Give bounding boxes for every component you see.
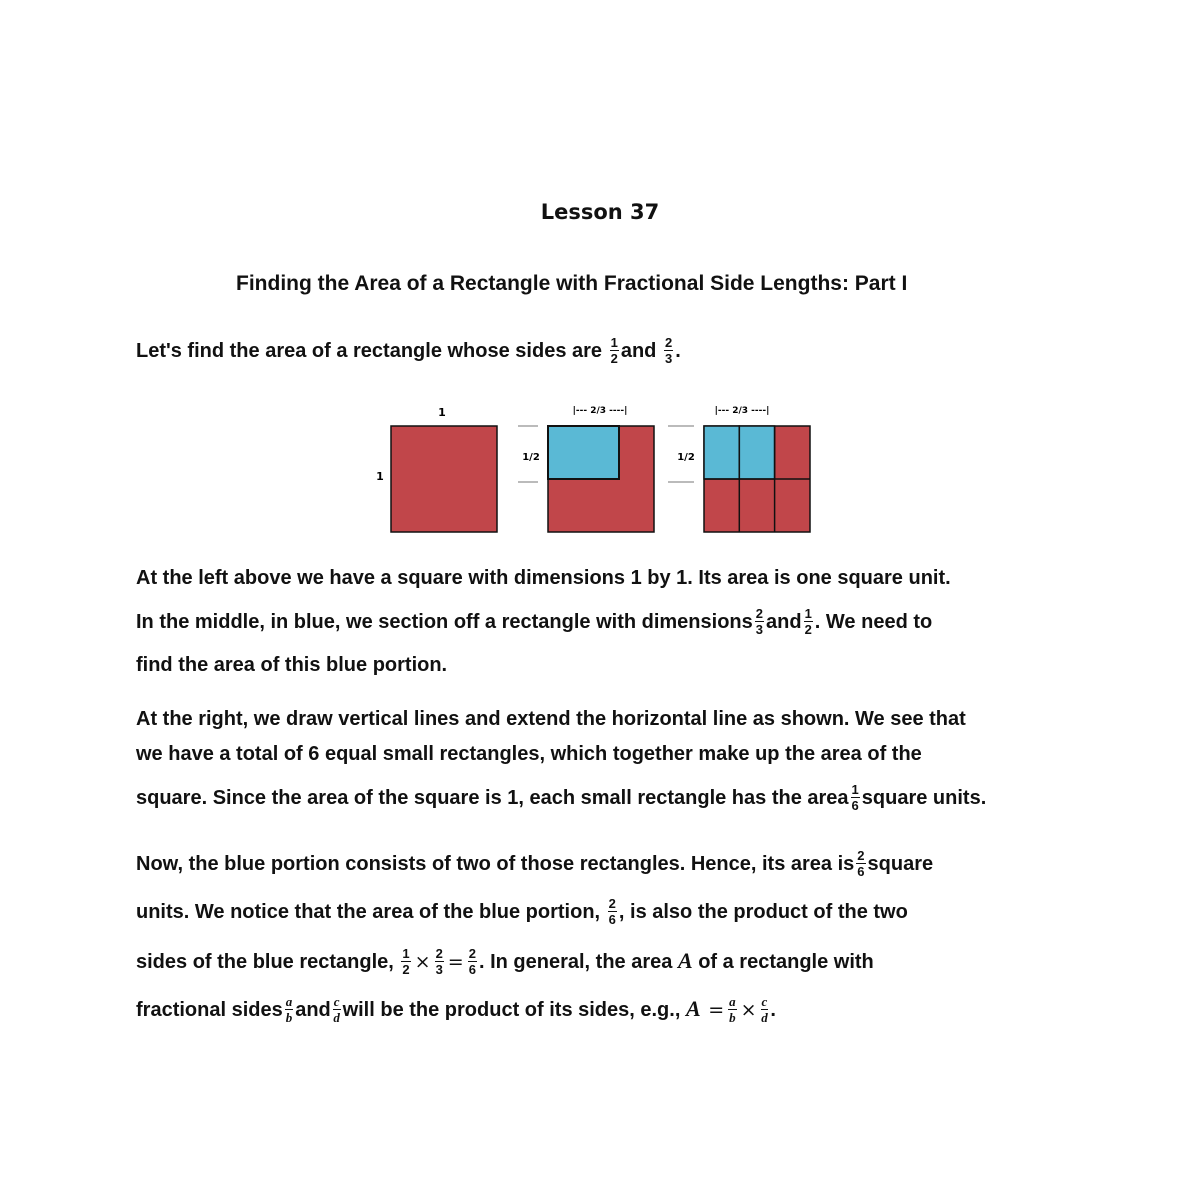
square3-top-label: |--- 2/3 ----|: [714, 406, 770, 416]
fraction-numerator: c: [761, 994, 768, 1010]
para3-line4-period: .: [770, 999, 776, 1021]
para3-line2-end: , is also the product of the two: [618, 900, 908, 923]
para2-line1: At the right, we draw vertical lines and extend the horizontal line as shown. We see that: [136, 708, 966, 730]
para2-line3-end: square units.: [861, 786, 987, 809]
times-sign: ×: [414, 951, 431, 973]
fraction-denominator: 3: [755, 622, 763, 637]
para3-line3: [136, 948, 874, 977]
fraction-two-thirds: [755, 607, 764, 636]
fraction-denominator: 2: [610, 351, 618, 366]
intro-and: and: [620, 339, 657, 362]
fraction-denominator: 2: [402, 962, 410, 978]
variable-a: A: [677, 948, 693, 973]
fraction-numerator: 1: [851, 782, 859, 797]
fraction-denominator: 3: [435, 962, 443, 978]
para3-line3-text: sides of the blue rectangle,: [136, 951, 394, 973]
fraction-numerator: 2: [435, 946, 443, 962]
fraction-two-thirds: [664, 336, 673, 365]
square1-top-label: 1: [438, 406, 446, 419]
fraction-denominator: d: [761, 1010, 768, 1026]
square1-side-label: 1: [376, 470, 384, 483]
fraction-two-thirds: [435, 947, 444, 976]
fraction-numerator: 2: [857, 848, 865, 863]
fraction-numerator: c: [333, 994, 340, 1010]
para1-line2-and: and: [766, 610, 802, 633]
fraction-c-over-d: [761, 995, 769, 1024]
para3-line1-text: Now, the blue portion consists of two of those rectangles. Hence, its area is: [136, 852, 855, 875]
variable-a: A: [685, 996, 701, 1021]
square3-side-label: 1/2: [677, 452, 695, 463]
fraction-denominator: 6: [851, 798, 859, 813]
lesson-subtitle: Finding the Area of a Rectangle with Fractional Side Lengths: Part I: [236, 272, 908, 295]
unit-square: [391, 426, 497, 532]
equals-sign: =: [708, 999, 725, 1021]
blue-cell-2: [739, 426, 774, 479]
para3-line4-mid: will be the product of its sides, e.g.,: [342, 999, 681, 1021]
equals-sign: =: [447, 951, 464, 973]
times-sign: ×: [740, 999, 757, 1021]
intro-text: Let's find the area of a rectangle whose sides are: [136, 339, 603, 362]
para3-line4-text: fractional sides: [136, 999, 283, 1021]
fraction-a-over-b: [285, 995, 294, 1024]
para3-line1-end: square: [867, 852, 934, 875]
fraction-c-over-d: [333, 995, 341, 1024]
fraction-two-sixths: [608, 897, 617, 926]
blue-rectangle: [548, 426, 619, 479]
fraction-one-half: [804, 607, 813, 636]
para3-line2: [136, 898, 908, 927]
fraction-numerator: a: [729, 994, 736, 1010]
fraction-numerator: 2: [755, 606, 763, 621]
fraction-numerator: 2: [664, 335, 673, 350]
fraction-denominator: b: [285, 1010, 293, 1026]
fraction-numerator: 1: [610, 335, 618, 350]
para3-line2-text: units. We notice that the area of the blue portion,: [136, 900, 601, 923]
fraction-a-over-b: [728, 995, 737, 1024]
square2-side-label: 1/2: [522, 452, 540, 463]
para2-line3-text: square. Since the area of the square is 1, each small rectangle has the area: [136, 786, 849, 809]
para1-line3: find the area of this blue portion.: [136, 654, 448, 676]
fraction-denominator: 2: [804, 622, 812, 637]
para2-line2: we have a total of 6 equal small rectangles, which together make up the area of the: [136, 743, 922, 765]
para1-line1: At the left above we have a square with dimensions 1 by 1. Its area is one square unit.: [136, 567, 951, 589]
para1-line2: [136, 608, 932, 637]
para1-line2-end: . We need to: [814, 610, 933, 633]
fraction-numerator: 2: [468, 946, 476, 962]
fraction-numerator: 1: [402, 946, 410, 962]
fraction-denominator: d: [333, 1010, 340, 1026]
area-model-figure: [360, 398, 820, 543]
fraction-one-sixth: [851, 783, 860, 812]
para1-line2-text: In the middle, in blue, we section off a rectangle with dimensions: [136, 610, 753, 633]
fraction-denominator: 6: [468, 962, 476, 978]
intro-period: .: [675, 339, 681, 362]
lesson-title: Lesson 37: [540, 200, 660, 224]
blue-cell-1: [704, 426, 739, 479]
fraction-one-half: [610, 336, 619, 365]
fraction-numerator: 2: [608, 896, 616, 911]
para3-line4: [136, 996, 776, 1025]
fraction-one-half: [401, 947, 410, 976]
para3-line3-end: of a rectangle with: [698, 951, 874, 973]
fraction-numerator: 1: [804, 606, 812, 621]
fraction-denominator: 6: [857, 864, 865, 879]
para3-line3-mid: . In general, the area: [478, 951, 673, 973]
para3-line1: [136, 850, 933, 879]
intro-line: [136, 337, 681, 366]
area-model-svg: [360, 398, 820, 538]
fraction-two-sixths: [856, 849, 865, 878]
fraction-denominator: 3: [664, 351, 673, 366]
para2-line3: [136, 784, 986, 813]
para3-line4-and: and: [295, 999, 331, 1021]
fraction-denominator: b: [729, 1010, 736, 1026]
square2-top-label: |--- 2/3 ----|: [572, 406, 628, 416]
fraction-denominator: 6: [608, 912, 616, 927]
fraction-two-sixths: [468, 947, 477, 976]
fraction-numerator: a: [285, 994, 293, 1010]
